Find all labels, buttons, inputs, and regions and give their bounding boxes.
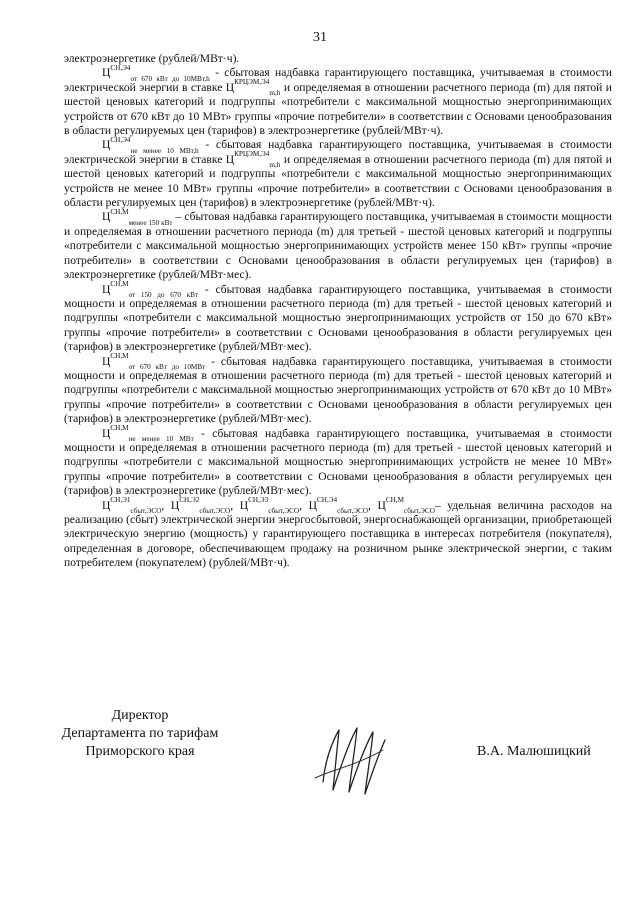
paragraph-text: - сбытовая надбавка гарантирующего поставщика, учитываемая в стоимости электрической энергии в ставке — [64, 66, 612, 94]
paragraph-7: $Ц^{СН,Э1}_{сбыт,ЭСО}$, $Ц^{СН,Э2}_{сбыт,ЭСО}$, $Ц^{СН,Э3}_{сбыт,ЭСО}$, $Ц^{СН,Э4}_{сбыт,ЭСО}$, $Ц^{СН,М}_{сбыт,ЭСО}-$ удельная величина расходов на реализацию (сбыт) электрической энергии энергосбытовой, энергоснабжающей организации, приобретающей электрическую энергию (мощность) у гарантирующего поставщика в интересах потребителя (покупателя), определенная в договоре, обеспечивающем продажу на розничном рынке электрической энергии, с таким потребителем (покупателем) (рублей/МВт·ч). — [64, 495, 613, 570]
paragraph-4 — [64, 279, 612, 355]
paragraph-3 — [64, 207, 612, 282]
formula-symbol: $Ц^{СН,М}_{не менее 10 МВт}$ — [102, 423, 194, 443]
formula-symbol: $Ц^{СН,Э4}_{сбыт,ЭСО}$ — [308, 495, 368, 515]
paragraph-text: и определяемая в отношении расчетного периода (m) для пятой и шестой ценовых категорий и подгруппы «потребители с максимальной мощностью энергопринимающих устройств от 670 кВт до 10 МВт» группы «прочие потребители» в соответствии с Основами ценообразования в области регулируемых цен (тарифов) в электроэнергетике (рублей/МВт·ч). — [64, 80, 612, 138]
formula-symbol: $Ц^{СН,Э4}_{не менее 10 МВт,h}$ — [102, 135, 199, 155]
formula-symbol: $Ц^{СН,М}_{от 150 до 670 кВт}$ — [102, 279, 199, 299]
signer-name: В.А. Малюшицкий — [477, 744, 591, 759]
formula-symbol: $Ц^{СН,М}_{сбыт,ЭСО}$ — [377, 495, 435, 515]
paragraph-text: – сбытовая надбавка гарантирующего поставщика, учитываемая в стоимости мощности и определяемая в отношении расчетного периода (m) для третьей - шестой ценовых категорий и подгруппы «потребители с максимальной мощностью энергопринимающих устройств менее 150 кВт» группы «прочие потребители» в соответствии с Основами ценообразования в области регулируемых цен (тарифов) в электроэнергетике (рублей/МВт·мес). — [64, 210, 612, 282]
paragraph-text: - сбытовая надбавка гарантирующего поставщика, учитываемая в стоимости электрической энергии в ставке — [64, 138, 612, 166]
formula-symbol: $Ц^{СН,Э4}_{от 670 кВт до 10МВт,h}$ — [102, 63, 210, 83]
paragraph-0 — [64, 52, 612, 66]
signatory-line-3: Приморского края — [85, 744, 195, 759]
formula-symbol: $Ц^{СН,Э3}_{сбыт,ЭСО}$ — [239, 495, 300, 515]
paragraph-text: электроэнергетике (рублей/МВт·ч). — [64, 52, 240, 65]
formula-symbol: $Ц^{СН,М}_{от 670 кВт до 10МВт}$ — [102, 351, 206, 371]
paragraph-text: - сбытовая надбавка гарантирующего поставщика, учитываемая в стоимости мощности и определяемая в отношении расчетного периода (m) для третьей - шестой ценовых категорий и подгруппы «потребители с максимальной мощностью энергопринимающих устройств от 670 кВт до 10 МВт» группы «прочие потребители» в соответствии с Основами ценообразования в области регулируемых цен (тарифов) в электроэнергетике (рублей/МВт·мес). — [64, 354, 612, 426]
paragraph-1 — [64, 63, 612, 138]
formula-symbol: $Ц^{КРЦЭМ,Э4}_{m,h}$ — [225, 149, 281, 170]
paragraph-text: - сбытовая надбавка гарантирующего поставщика, учитываемая в стоимости мощности и определяемая в отношении расчетного периода (m) для третьей - шестой ценовых категорий и подгруппы «потребители с максимальной мощностью энергопринимающих устройств не менее 10 МВт» группы «прочие потребители» в соответствии с Основами ценообразования в области регулируемых цен (тарифов) в электроэнергетике (рублей/МВт·мес). — [64, 426, 612, 498]
formula-symbol: $Ц^{СН,М}_{менее 150 кВт}$ — [102, 207, 173, 227]
page-number: 31 — [313, 30, 327, 45]
paragraph-5 — [64, 351, 612, 427]
paragraph-text: и определяемая в отношении расчетного периода (m) для пятой и шестой ценовых категорий и подгруппы «потребители с максимальной мощностью энергопринимающих устройств не менее 10 МВт» группы «прочие потребители» в соответствии с Основами ценообразования в области регулируемых цен (тарифов) в электроэнергетике (рублей/МВт·ч). — [64, 152, 612, 210]
signatory-title — [40, 707, 240, 761]
paragraph-2 — [64, 135, 612, 210]
signatory-line-1: Директор — [111, 708, 169, 723]
signatory-line-2: Департамента по тарифам — [61, 726, 219, 741]
paragraph-text: - сбытовая надбавка гарантирующего поставщика, учитываемая в стоимости мощности и определяемая в отношении расчетного периода (m) для третьей - шестой ценовых категорий и подгруппы «потребители с максимальной мощностью энергопринимающих устройств от 150 до 670 кВт» группы «прочие потребители» в соответствии с Основами ценообразования в области регулируемых цен (тарифов) в электроэнергетике (рублей/МВт·мес). — [64, 282, 612, 354]
paragraph-text: удельная величина расходов на реализацию (сбыт) электрической энергии энергосбытовой, энергоснабжающей организации, приобретающей электрическую энергию (мощность) у гарантирующего поставщика в интересах потребителя (покупателя), определенная в договоре, обеспечивающем продажу на розничном рынке электрической энергии, с таким потребителем (покупателем) (рублей/МВт·ч). — [64, 498, 613, 570]
formula-symbol: $Ц^{СН,Э1}_{сбыт,ЭСО}$ — [102, 495, 162, 515]
handwritten-signature — [305, 720, 395, 800]
paragraph-6 — [64, 423, 612, 499]
formula-symbol: $Ц^{СН,Э2}_{сбыт,ЭСО}$ — [170, 495, 231, 515]
formula-symbol: $Ц^{КРЦЭМ,Э4}_{m,h}$ — [225, 77, 281, 98]
document-body — [64, 52, 612, 571]
